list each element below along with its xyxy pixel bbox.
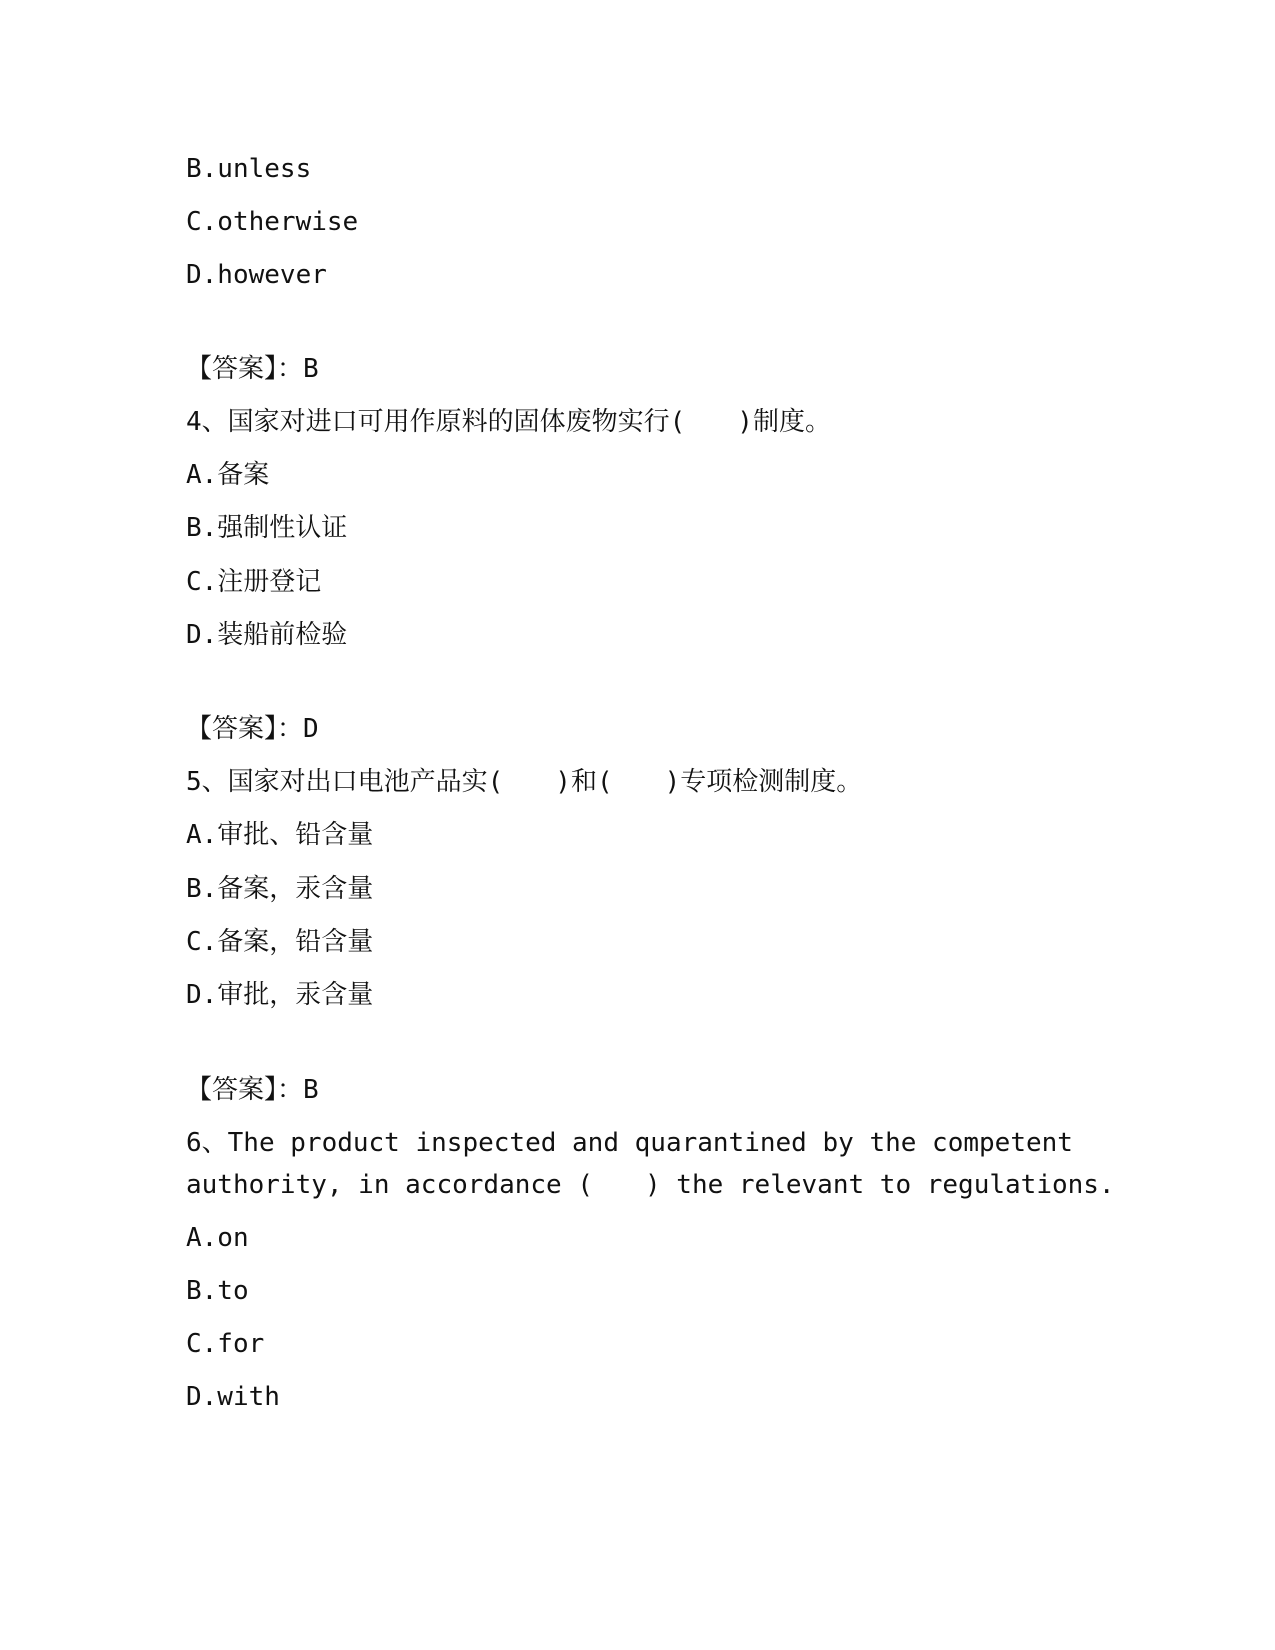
q5-option-b: B.备案，汞含量 [186,874,374,904]
q6-option-b: B.to [186,1276,249,1306]
q6-option-c: C.for [186,1329,265,1359]
q4-option-d: D.装船前检验 [186,620,348,650]
q5-question: 5、国家对出口电池产品实( )和( )专项检测制度。 [186,767,863,797]
q3-option-b: B.unless [186,154,312,184]
q5-answer: 【答案】：B [186,1075,319,1105]
q3-answer: 【答案】：B [186,354,319,384]
q4-option-a: A.备案 [186,460,270,490]
q4-option-c: C.注册登记 [186,567,322,597]
q4-question: 4、国家对进口可用作原料的固体废物实行( )制度。 [186,407,831,437]
q3-option-d: D.however [186,260,327,290]
q4-option-b: B.强制性认证 [186,513,348,543]
q6-option-a: A.on [186,1223,249,1253]
q3-option-c: C.otherwise [186,207,359,237]
q4-answer: 【答案】：D [186,714,319,744]
q6-option-d: D.with [186,1382,280,1412]
q5-option-d: D.审批，汞含量 [186,980,374,1010]
q6-question-line1: 6、The product inspected and quarantined by the competent [186,1128,1073,1158]
q5-option-a: A.审批、铅含量 [186,820,374,850]
q5-option-c: C.备案，铅含量 [186,927,374,957]
q6-question-line2: authority, in accordance ( ) the relevant to regulations. [186,1170,1115,1200]
